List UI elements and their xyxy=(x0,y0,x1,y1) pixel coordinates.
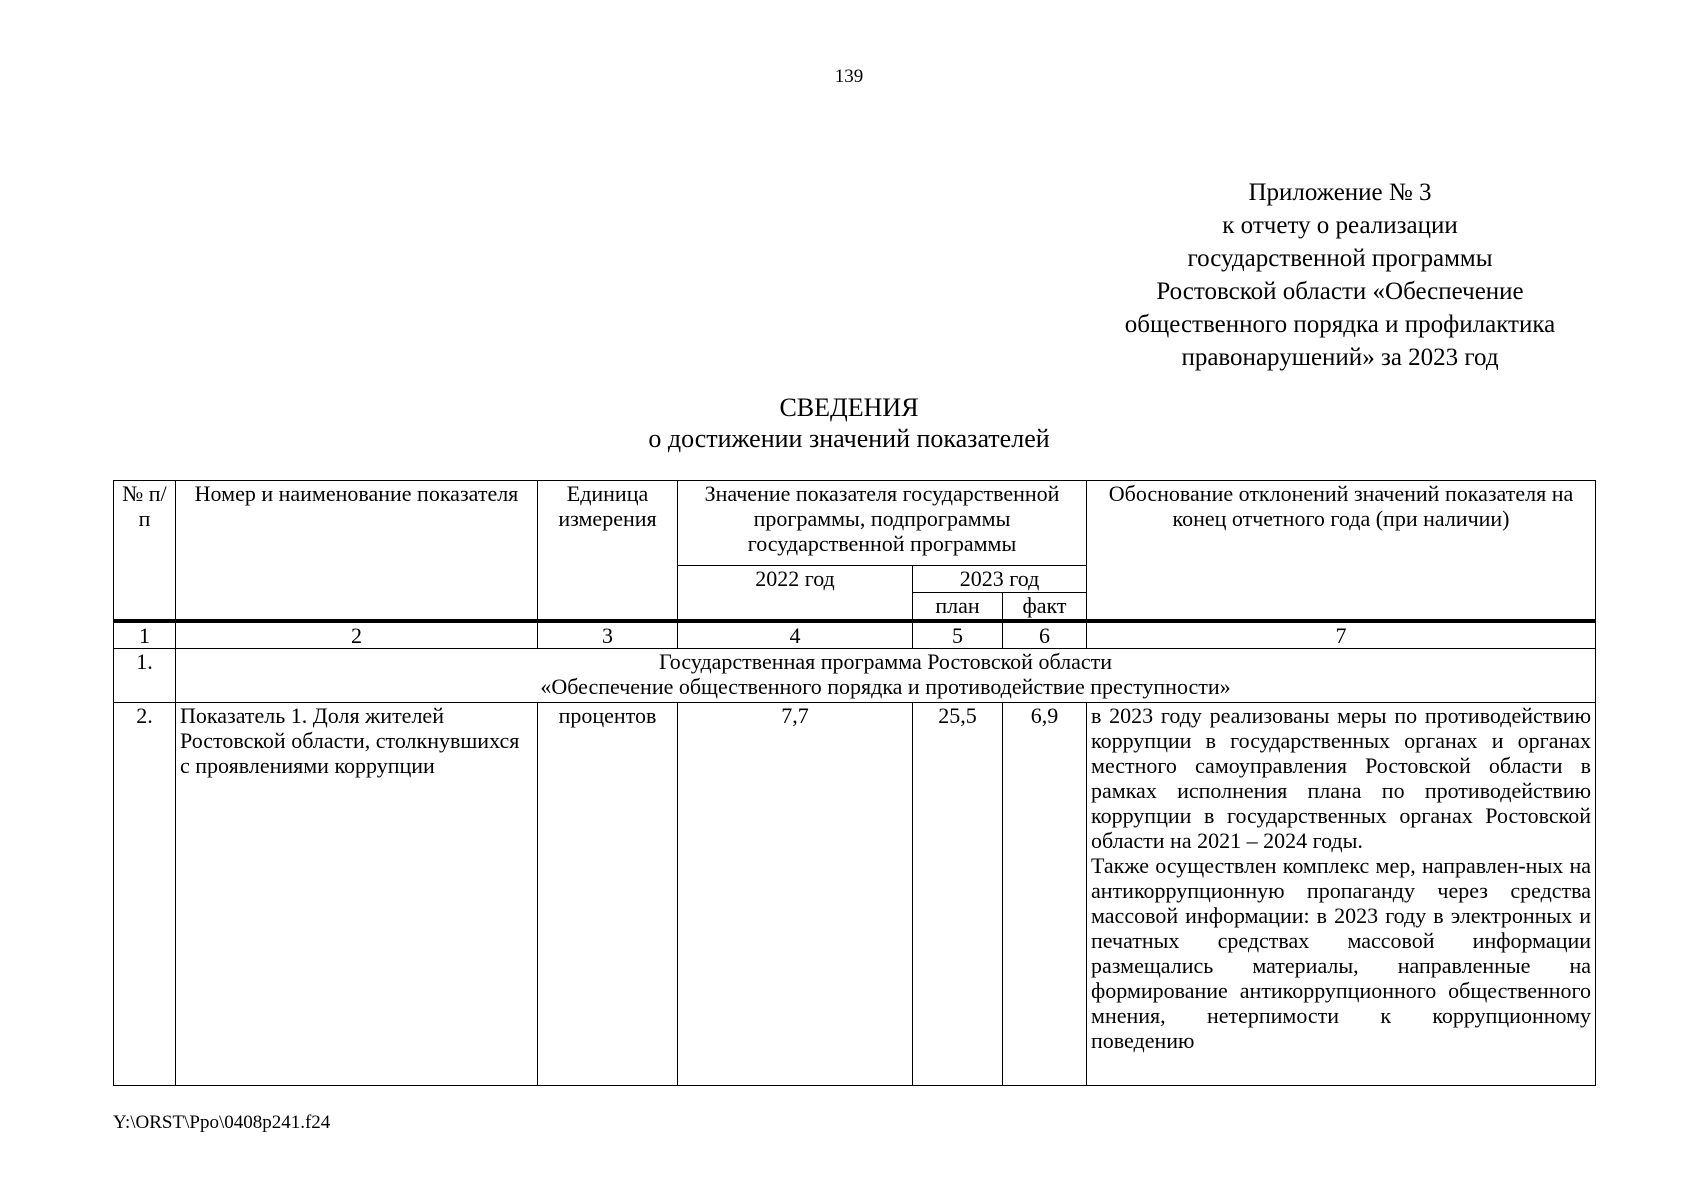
justification-cell xyxy=(1087,703,1596,1086)
header-year-2022: 2022 год xyxy=(678,566,913,622)
indicators-table xyxy=(113,480,1596,1086)
header-unit: Единица измерения xyxy=(538,481,678,622)
column-number: 3 xyxy=(538,621,678,649)
section-number: 1. xyxy=(114,649,176,703)
section-title-line: «Обеспечение общественного порядка и противодействие преступности» xyxy=(540,674,1231,699)
justification-paragraph: в 2023 году реализованы меры по противодействию коррупции в государственных органах и органах местного самоуправления Ростовской области в рамках исполнения плана по противодействию коррупции в государственных органах Ростовской области на 2021 – 2024 годы. xyxy=(1091,703,1592,853)
header-value-group: Значение показателя государственной программы, подпрограммы государственной программы xyxy=(678,481,1087,566)
appendix-line: Приложение № 3 xyxy=(1248,179,1432,206)
column-number: 5 xyxy=(913,621,1003,649)
indicator-name: Показатель 1. Доля жителей Ростовской области, столкнувшихся с проявлениями коррупции xyxy=(176,703,538,1086)
header-indicator-name: Номер и наименование показателя xyxy=(176,481,538,622)
column-number: 4 xyxy=(678,621,913,649)
column-number: 2 xyxy=(176,621,538,649)
table-row xyxy=(114,703,1596,1086)
column-number: 6 xyxy=(1003,621,1087,649)
appendix-line: государственной программы xyxy=(1187,245,1493,272)
document-title xyxy=(0,392,1698,454)
column-number: 1 xyxy=(114,621,176,649)
appendix-line: Ростовской области «Обеспечение xyxy=(1156,278,1524,305)
header-plan: план xyxy=(913,593,1003,622)
column-number: 7 xyxy=(1087,621,1596,649)
appendix-line: правонарушений» за 2023 год xyxy=(1181,344,1499,371)
plan-2023: 25,5 xyxy=(913,703,1003,1086)
header-year-2023: 2023 год xyxy=(913,566,1087,593)
value-2022: 7,7 xyxy=(678,703,913,1086)
header-number: № п/п xyxy=(114,481,176,622)
appendix-line: общественного порядка и профилактика xyxy=(1124,311,1556,338)
header-justification: Обоснование отклонений значений показателя на конец отчетного года (при наличии) xyxy=(1087,481,1596,622)
row-number: 2. xyxy=(114,703,176,1086)
justification-paragraph: Также осуществлен комплекс мер, направлен-ных на антикоррупционную пропаганду через средства массовой информации: в 2023 году в электронных и печатных средствах массовой информации размещались материалы, направленные на формирование антикоррупционного общественного мнения, нетерпимости к коррупционному поведению xyxy=(1091,853,1592,1053)
title-subtitle: о достижении значений показателей xyxy=(648,424,1050,453)
header-fact: факт xyxy=(1003,593,1087,622)
indicator-unit: процентов xyxy=(538,703,678,1086)
page-number: 139 xyxy=(834,66,864,87)
column-number-row xyxy=(114,621,1596,649)
appendix-line: к отчету о реализации xyxy=(1222,212,1458,239)
appendix-header xyxy=(1080,176,1600,374)
title-main: СВЕДЕНИЯ xyxy=(779,393,919,422)
file-path: Y:\ORST\Ppo\0408p241.f24 xyxy=(113,1112,331,1133)
section-title xyxy=(176,649,1596,703)
program-section-row xyxy=(114,649,1596,703)
fact-2023: 6,9 xyxy=(1003,703,1087,1086)
section-title-line: Государственная программа Ростовской области xyxy=(659,649,1112,674)
